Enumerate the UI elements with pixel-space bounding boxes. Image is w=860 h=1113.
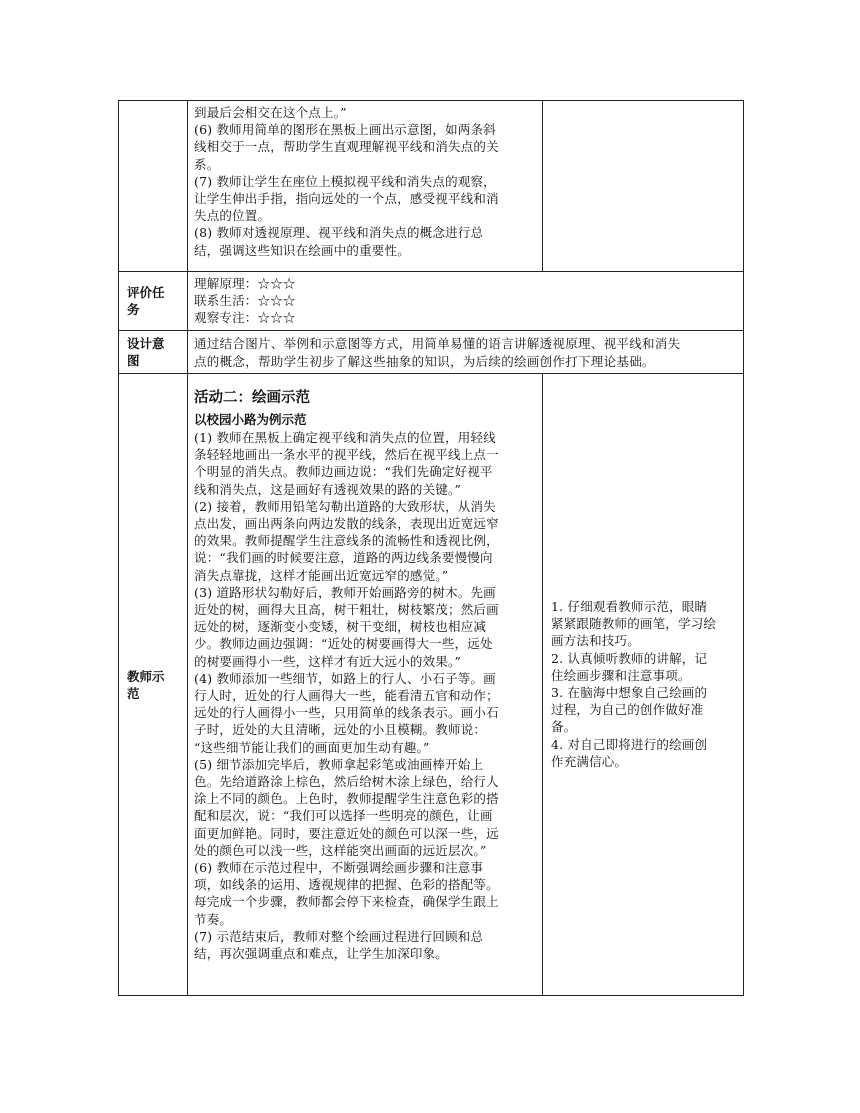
teacher-activity-cell	[188, 101, 543, 272]
teacher-demo-cell	[188, 374, 543, 996]
demo-step-line: (3) 道路形状勾勒好后，教师开始画路旁的树木。先画	[194, 584, 496, 600]
demo-step-line: 子时，近处的大且清晰，远处的小且模糊。教师说：	[194, 722, 487, 738]
demo-step-line: (2) 接着，教师用铅笔勾勒出道路的大致形状，从消失	[194, 498, 496, 514]
demo-step-line: 条轻轻地画出一条水平的视平线，然后在视平线上点一	[194, 447, 499, 463]
teacher-demo-label	[119, 374, 188, 996]
eval-task-label	[119, 272, 188, 331]
eval-item: 观察专注：☆☆☆	[194, 310, 296, 326]
student-activity-line: 过程，为自己的创作做好准	[551, 702, 704, 718]
teacher-activity-line: (8) 教师对透视原理、视平线和消失点的概念进行总	[194, 225, 484, 241]
lesson-plan-table	[118, 100, 744, 996]
demo-step-line: 配和层次，说：“我们可以选择一些明亮的颜色，让画	[194, 808, 493, 824]
student-activity-cell	[543, 101, 744, 272]
student-demo-cell	[543, 374, 744, 996]
demo-step-line: 行人时，近处的行人画得大一些，能看清五官和动作；	[194, 688, 499, 704]
student-activity-line: 4. 对自己即将进行的绘画创	[551, 736, 708, 752]
demo-step-line: 远处的行人画得小一些，只用简单的线条表示。画小石	[194, 705, 499, 721]
demo-step-line: (6) 教师在示范过程中，不断强调绘画步骤和注意事	[194, 860, 484, 876]
design-intent-line: 点的概念，帮助学生初步了解这些抽象的知识，为后续的绘画创作打下理论基础。	[194, 353, 655, 369]
demo-step-line: 少。教师边画边强调：“近处的树要画得大一些，远处	[194, 636, 493, 652]
demo-step-line: 点出发，画出两条向两边发散的线条，表现出近宽远窄	[194, 516, 499, 532]
demo-step-line: 消失点靠拢，这样才能画出近宽远窄的感觉。”	[194, 567, 449, 583]
student-activity-line: 住绘画步骤和注意事项。	[551, 667, 691, 683]
demo-step-line: 面更加鲜艳。同时，要注意近处的颜色可以深一些，远	[194, 825, 499, 841]
teacher-demo-label-line-1: 教师示	[127, 668, 165, 684]
design-intent-label-line-1: 设计意	[127, 336, 165, 351]
student-activity-line: 3. 在脑海中想象自己绘画的	[551, 685, 708, 700]
activity-title: 活动二：绘画示范	[194, 390, 310, 406]
teacher-activity-line: (7) 教师让学生在座位上模拟视平线和消失点的观察，	[194, 173, 496, 189]
eval-item: 联系生活：☆☆☆	[194, 293, 296, 309]
eval-item: 理解原理：☆☆☆	[194, 276, 296, 291]
table-row	[119, 331, 744, 374]
demo-step-line: 的效果。教师提醒学生注意线条的流畅性和透视比例，	[194, 533, 499, 549]
demo-step-line: (1) 教师在黑板上确定视平线和消失点的位置，用轻线	[194, 430, 496, 445]
teacher-activity-line: 失点的位置。	[194, 208, 271, 224]
table-row	[119, 374, 744, 996]
student-activity-line: 画方法和技巧。	[551, 633, 640, 649]
student-activity-line: 作充满信心。	[551, 753, 628, 769]
demo-step-line: 项，如线条的运用、透视规律的把握、色彩的搭配等。	[194, 877, 499, 893]
demo-step-line: 说：“我们画的时候要注意，道路的两边线条要慢慢向	[194, 550, 493, 566]
eval-task-cell	[188, 272, 744, 331]
demo-step-line: (7) 示范结束后，教师对整个绘画过程进行回顾和总	[194, 928, 484, 944]
student-activity-line: 紧紧跟随教师的画笔，学习绘	[551, 616, 717, 632]
teacher-activity-line: 结，强调这些知识在绘画中的重要性。	[194, 242, 410, 258]
table-row	[119, 272, 744, 331]
design-intent-cell	[188, 331, 744, 374]
student-activity-line: 1. 仔细观看教师示范，眼睛	[551, 598, 708, 614]
teacher-activity-line: 系。	[194, 156, 220, 172]
eval-task-label-line-2: 务	[127, 302, 140, 317]
demo-step-line: (4) 教师添加一些细节，如路上的行人、小石子等。画	[194, 670, 496, 686]
demo-step-line: 线和消失点，这是画好有透视效果的路的关键。”	[194, 481, 462, 497]
design-intent-label	[119, 331, 188, 374]
demo-step-line: 的树要画得小一些，这样才有近大远小的效果。”	[194, 653, 462, 669]
student-activity-line: 备。	[551, 719, 577, 735]
row-label-empty	[119, 101, 188, 272]
demo-step-line: 节奏。	[194, 911, 233, 927]
demo-step-line: 涂上不同的颜色。上色时，教师提醒学生注意色彩的搭	[194, 791, 499, 807]
teacher-activity-line: (6) 教师用简单的图形在黑板上画出示意图，如两条斜	[194, 122, 496, 138]
demo-step-line: 每完成一个步骤，教师都会停下来检查，确保学生跟上	[194, 894, 499, 910]
demo-step-line: (5) 细节添加完毕后，教师拿起彩笔或油画棒开始上	[194, 756, 484, 772]
activity-subtitle: 以校园小路为例示范	[194, 412, 307, 427]
demo-step-line: “这些细节能让我们的画面更加生动有趣。”	[194, 739, 430, 755]
demo-step-line: 结，再次强调重点和难点，让学生加深印象。	[194, 946, 449, 962]
teacher-activity-line: 线相交于一点，帮助学生直观理解视平线和消失点的关	[194, 139, 499, 155]
demo-step-line: 近处的树，画得大且高，树干粗壮，树枝繁茂；然后画	[194, 602, 499, 618]
demo-step-line: 个明显的消失点。教师边画边说：“我们先确定好视平	[194, 464, 493, 480]
design-intent-label-line-2: 图	[127, 353, 140, 368]
table-row	[119, 101, 744, 272]
demo-step-line: 远处的树，逐渐变小变矮，树干变细，树枝也相应减	[194, 619, 487, 635]
eval-task-label-line-1: 评价任	[127, 285, 165, 300]
teacher-activity-line: 到最后会相交在这个点上。”	[194, 105, 347, 120]
student-activity-line: 2. 认真倾听教师的讲解，记	[551, 650, 708, 666]
demo-step-line: 处的颜色可以浅一些，这样能突出画面的远近层次。”	[194, 842, 487, 858]
teacher-activity-line: 让学生伸出手指，指向远处的一个点，感受视平线和消	[194, 191, 499, 207]
design-intent-line: 通过结合图片、举例和示意图等方式，用简单易懂的语言讲解透视原理、视平线和消失	[194, 336, 681, 351]
teacher-demo-label-line-2: 范	[127, 685, 140, 701]
demo-step-line: 色。先给道路涂上棕色，然后给树木涂上绿色，给行人	[194, 774, 499, 790]
